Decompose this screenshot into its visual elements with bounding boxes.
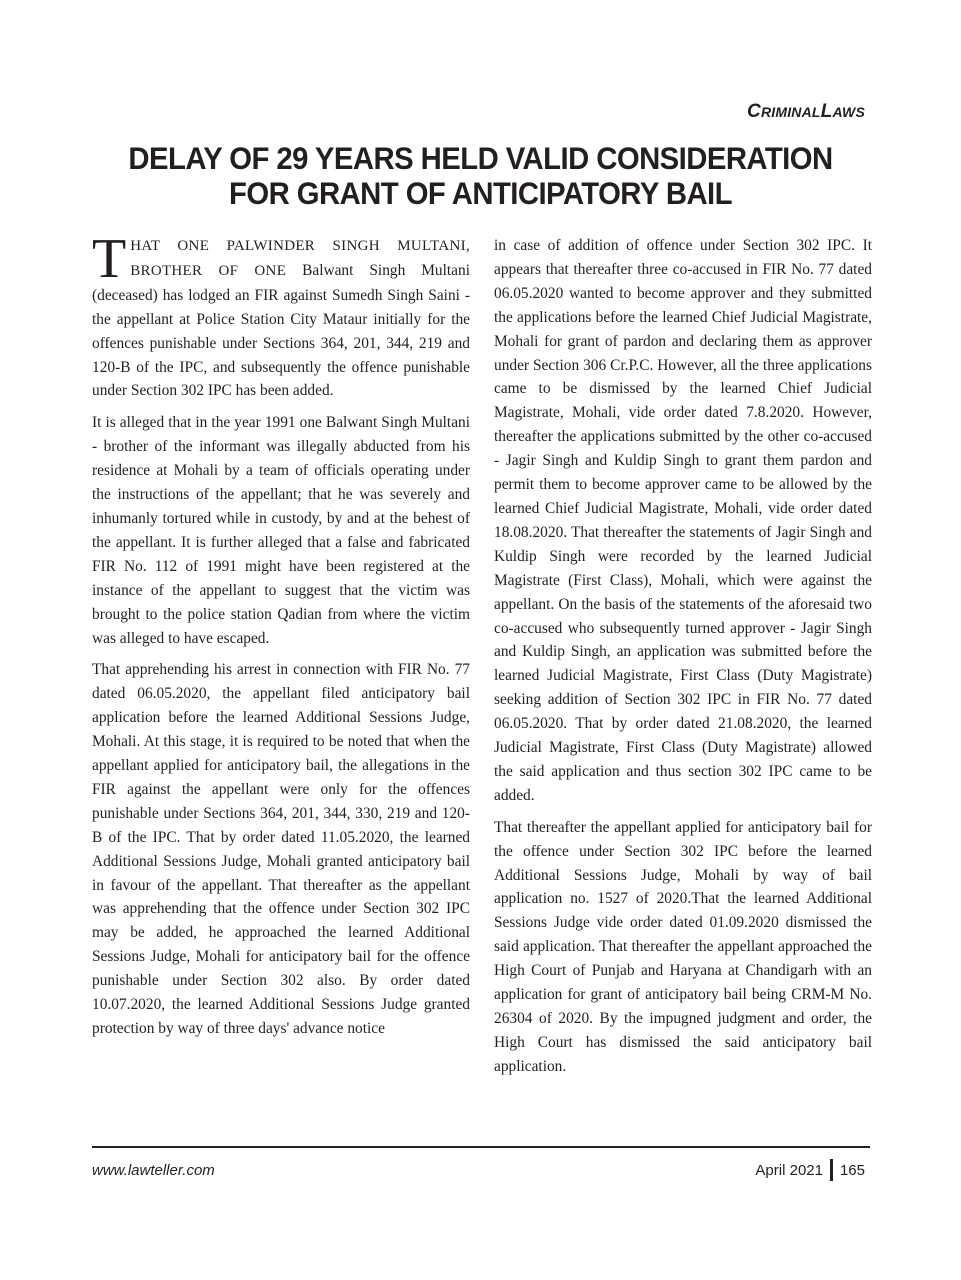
section-label-rest-2: AWS	[832, 104, 865, 120]
footer-separator	[830, 1159, 833, 1181]
paragraph: That thereafter the appellant applied for anticipatory bail for the offence under Section 302 IPC before the learned Additional Sessions Judge, Mohali by way of bail application no. 1527 of 2020.That the learned Additional Sessions Judge vide order dated 01.09.2020 dismissed the said application. That thereafter the appellant approached the High Court of Punjab and Haryana at Chandigarh with an application for grant of anticipatory bail being CRM-M No. 26304 of 2020. By the impugned judgment and order, the High Court has dismissed the said anticipatory bail application.	[494, 818, 872, 1075]
section-label	[747, 101, 865, 123]
section-label-cap-1: C	[747, 101, 761, 122]
left-column	[92, 228, 470, 1049]
footer-website: www.lawteller.com	[92, 1162, 215, 1179]
paragraph-text: Balwant Singh Multani (deceased) has lodged an FIR against Sumedh Singh Saini - the appellant at Police Station City Mataur initially for the offences punishable under Sections 364, 201, 344, 219 and 120-B of the IPC, and subsequently the offence punishable under Section 302 IPC has been added.	[92, 261, 470, 400]
section-label-rest-1: RIMINAL	[760, 104, 821, 120]
page-number: 165	[839, 1161, 865, 1179]
issue-date: April 2021	[755, 1161, 823, 1179]
article-title-line-2: FOR GRANT OF ANTICIPATORY BAIL	[229, 175, 732, 211]
footer-page-info	[755, 1159, 865, 1181]
paragraph: It is alleged that in the year 1991 one Balwant Singh Multani - brother of the informant was illegally abducted from his residence at Mohali by a team of officials operating under the instructions of the appellant; that he was severely and inhumanly tortured while in custody, by and at the behest of the appellant. It is further alleged that a false and fabricated FIR No. 112 of 1991 might have been registered at the instance of the appellant to suggest that the victim was brought to the police station Qadian from where the victim was alleged to have escaped.	[92, 414, 470, 647]
paragraph: That apprehending his arrest in connection with FIR No. 77 dated 06.05.2020, the appellant filed anticipatory bail application before the learned Additional Sessions Judge, Mohali. At this stage, it is required to be noted that when the appellant applied for anticipatory bail, the allegations in the FIR against the appellant were only for the offences punishable under Sections 364, 201, 344, 330, 219 and 120-B of the IPC. That by order dated 11.05.2020, the learned Additional Sessions Judge, Mohali granted anticipatory bail in favour of the appellant. That thereafter as the appellant was apprehending that the offence under Section 302 IPC may be added, he approached the learned Additional Sessions Judge, Mohali for anticipatory bail for the offence punishable under Section 302 also. By order dated 10.07.2020, the learned Additional Sessions Judge granted protection by way of three days' advance notice	[92, 661, 470, 1037]
lead-in-caps: HAT ONE PALWINDER SINGH MULTANI, BROTHER OF ONE	[130, 238, 470, 279]
article-title-line-1: DELAY OF 29 YEARS HELD VALID CONSIDERATION	[128, 140, 833, 176]
drop-cap: T	[92, 228, 127, 290]
paragraph-intro	[92, 228, 470, 403]
article-title	[89, 141, 871, 211]
footer-divider	[92, 1146, 870, 1148]
paragraph: in case of addition of offence under Section 302 IPC. It appears that thereafter three co-accused in FIR No. 77 dated 06.05.2020 wanted to become approver and they submitted the applications before the learned Chief Judicial Magistrate, Mohali for grant of pardon and declaring them as approver under Section 306 Cr.P.C. However, all the three applications came to be dismissed by the learned Chief Judicial Magistrate, Mohali, vide order dated 7.8.2020. However, thereafter the applications submitted by the other co-accused - Jagir Singh and Kuldip Singh to grant them pardon and permit them to become approver came to be allowed by the learned Chief Judicial Magistrate, Mohali, vide order dated 18.08.2020. That thereafter the statements of Jagir Singh and Kuldip Singh were recorded by the learned Judicial Magistrate (First Class), Mohali, which were against the appellant. On the basis of the statements of the aforesaid two co-accused who subsequently turned approver - Jagir Singh and Kuldip Singh, an application was submitted before the learned Judicial Magistrate, First Class (Duty Magistrate) seeking addition of Section 302 IPC in FIR No. 77 dated 06.05.2020. That by order dated 21.08.2020, the learned Judicial Magistrate, First Class (Duty Magistrate) allowed the said application and thus section 302 IPC came to be added.	[494, 237, 872, 804]
right-column	[494, 234, 872, 1087]
section-label-cap-2: L	[820, 101, 833, 122]
